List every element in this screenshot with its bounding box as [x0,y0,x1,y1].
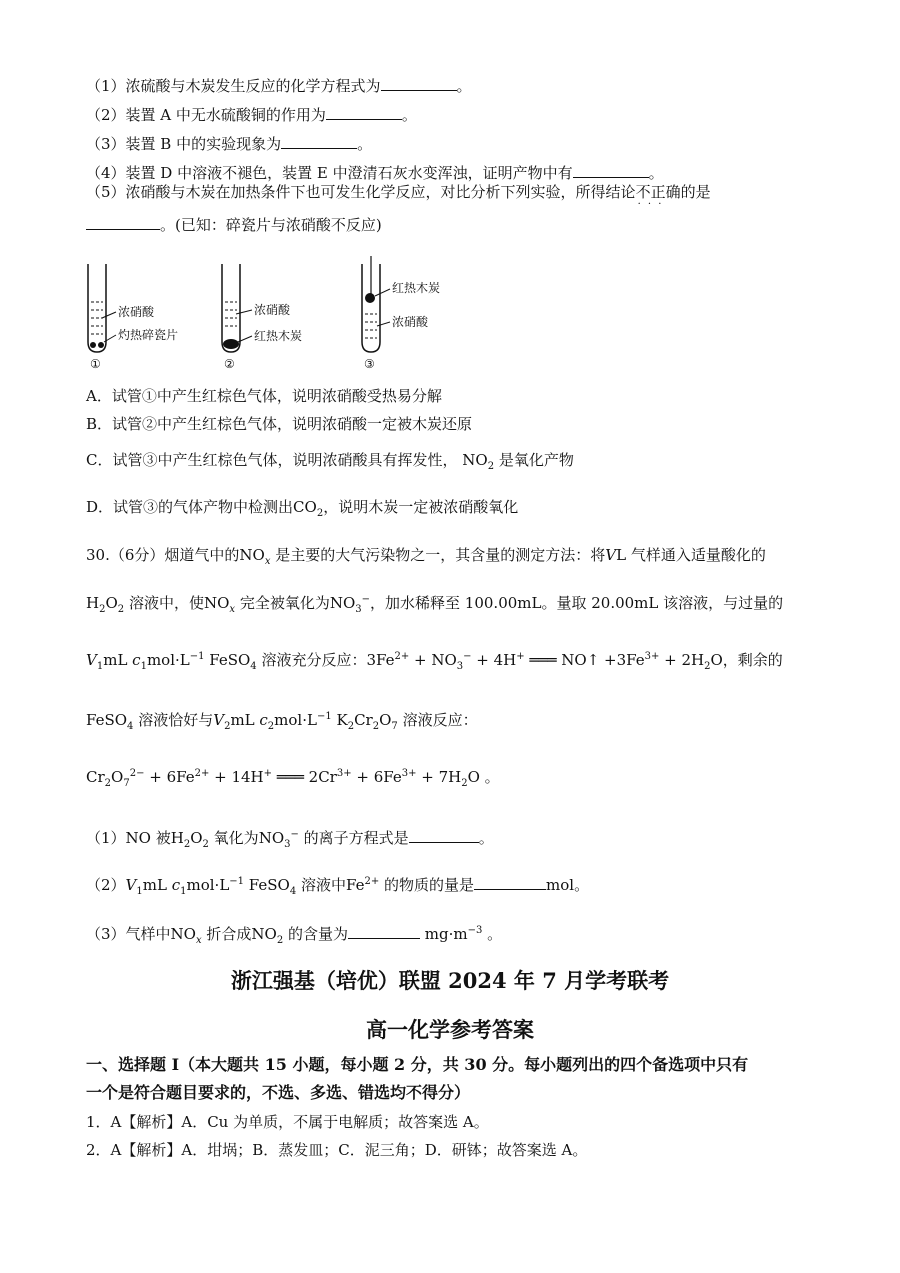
q29-part1: （1）浓硫酸与木炭发生反应的化学方程式为 。 [86,74,472,96]
test-tube-1 [88,264,178,371]
answer-subtitle: 高一化学参考答案 [366,1017,534,1042]
test-tubes-diagram [80,256,500,374]
q30-equation: $Cr_2O_7^{2-} + 6Fe^{2+} + 14H^+$ ═══ $2Cr^{3+} + 6Fe^{3+} + 7H_2O$ 。 [86,768,500,789]
answer-blank[interactable] [573,161,649,178]
q30-sub1: （1）NO 被$H_2O_2$ 氧化为$NO_3^-$ 的离子方程式是 。 [86,826,494,848]
answer-blank[interactable] [474,873,546,890]
q30-line1: 30.（6分）烟道气中的$NO_x$ 是主要的大气污染物之一，其含量的测定方法：将VL 气样通入适量酸化的 [86,546,766,567]
option-c: C．试管③中产生红棕色气体，说明浓硝酸具有挥发性， $NO_2$ 是氧化产物 [86,451,574,472]
option-a: A．试管①中产生红棕色气体，说明浓硝酸受热易分解 [86,387,442,405]
answer-2: 2．A【解析】A．坩埚；B．蒸发皿；C．泥三角；D．研钵；故答案选 A。 [86,1141,588,1159]
answer-blank[interactable] [348,922,420,939]
answer-blank[interactable] [86,213,160,230]
answer-blank[interactable] [409,826,479,843]
answer-blank[interactable] [281,132,357,149]
option-d: D．试管③的气体产物中检测出$CO_2$，说明木炭一定被浓硝酸氧化 [86,498,519,519]
section-heading: 一、选择题 I（本大题共 15 小题，每小题 2 分，共 30 分。每小题列出的四个备选项中只有 [86,1055,749,1074]
q30-line4: FeSO$_4$ 溶液恰好与$V_2mL$ $c_2mol\cdot L^{-1}$ $K_2Cr_2O_7$ 溶液反应： [86,711,478,732]
tube2-label-solid: 红热木炭 [254,329,303,343]
q29-part5-cont: 。(已知：碎瓷片与浓硝酸不反应) [86,213,382,235]
tube1-number: ① [90,357,101,371]
answer-title: 浙江强基（培优）联盟 2024 年 7 月学考联考 [230,968,670,993]
tube2-number: ② [224,357,235,371]
tube1-label-acid: 浓硝酸 [118,305,155,319]
tube3-number: ③ [364,357,375,371]
tube3-label-acid: 浓硝酸 [392,315,429,329]
q30-sub3: （3）气样中$NO_x$ 折合成$NO_2$ 的含量为 $mg\cdot m^{-3}$ 。 [86,922,502,944]
answer-blank[interactable] [326,103,402,120]
test-tube-3 [362,256,440,371]
q29-part4: （4）装置 D 中溶液不褪色，装置 E 中澄清石灰水变浑浊，证明产物中有 。 [86,161,664,183]
emphasis-text: 不正确 · · · [636,183,681,201]
q30-line2: $H_2O_2$ 溶液中，使$NO_x$ 完全被氧化为$NO_3^-$，加水稀释至 100.00mL。量取 20.00mL 该溶液，与过量的 [86,594,784,615]
q29-part2: （2）装置 A 中无水硫酸铜的作用为 。 [86,103,417,125]
section-heading-cont: 一个是符合题目要求的，不选、多选、错选均不得分） [86,1083,471,1102]
tube3-label-solid: 红热木炭 [392,281,441,295]
q29-part3: （3）装置 B 中的实验现象为 。 [86,132,372,154]
option-b: B．试管②中产生红棕色气体，说明浓硝酸一定被木炭还原 [86,415,473,433]
tube2-label-acid: 浓硝酸 [254,303,291,317]
q30-line3: $V_1mL$ $c_1mol\cdot L^{-1}$ FeSO$_4$ 溶液充分反应：$3Fe^{2+} + NO_3^- + 4H^+$ ═══ NO↑ $+3Fe^{3+} + 2H_2O$，剩余的 [86,651,783,672]
q30-sub2: $(2)V_1mL$ $c_1mol\cdot L^{-1}$ FeSO$_4$ 溶液中$Fe^{2+}$ 的物质的量是 mol。 [86,873,589,895]
q29-part5: （5）浓硝酸与木炭在加热条件下也可发生化学反应，对比分析下列实验，所得结论不正确 · · ·的是 [86,182,711,202]
tube1-label-solid: 灼热碎瓷片 [118,328,179,342]
test-tube-2 [222,264,302,371]
answer-1: 1．A【解析】A．Cu 为单质，不属于电解质；故答案选 A。 [86,1113,489,1131]
answer-blank[interactable] [381,74,457,91]
